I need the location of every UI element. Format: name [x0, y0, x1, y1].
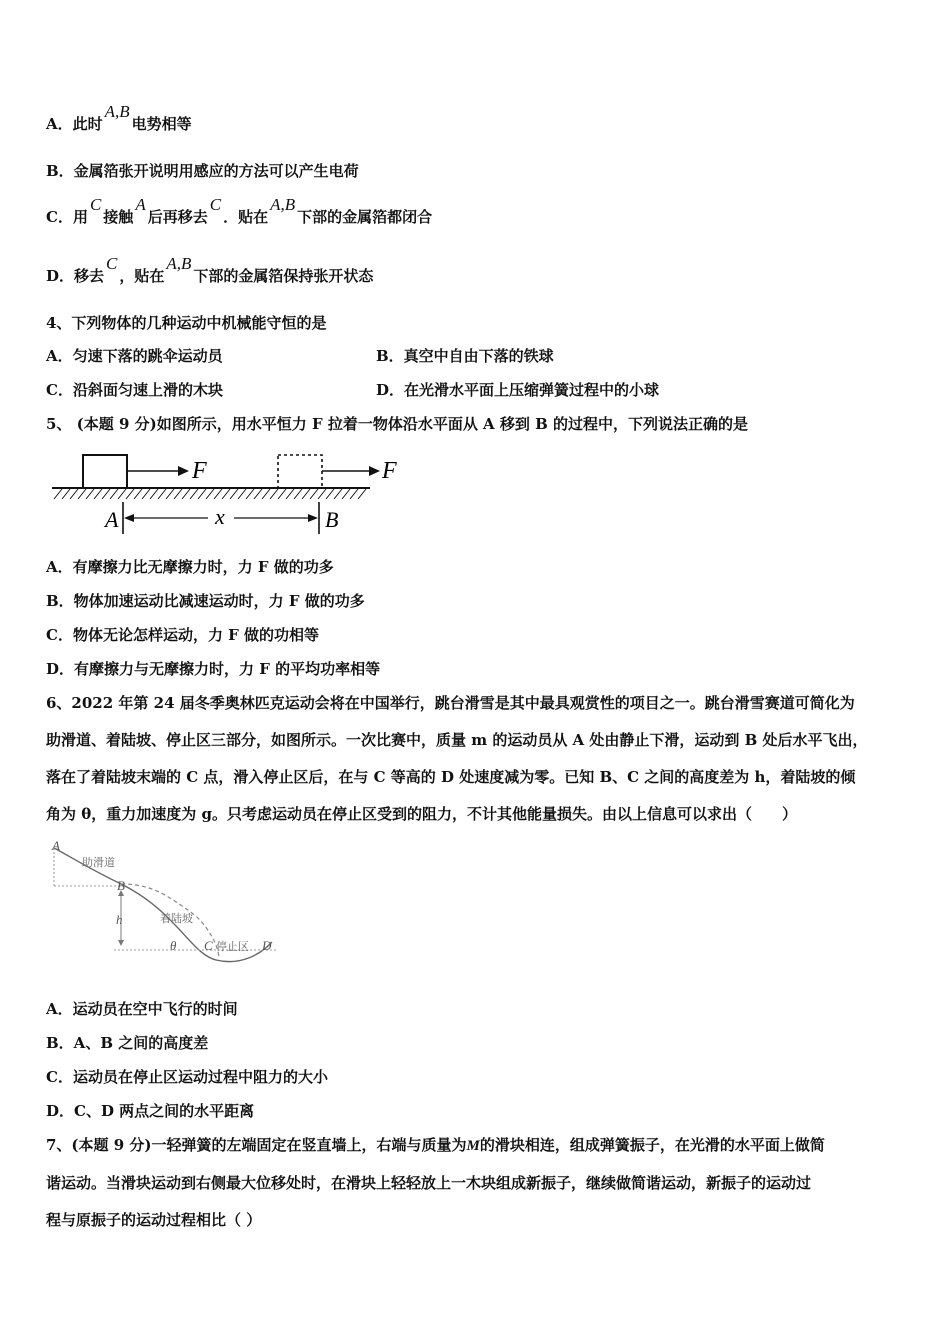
- force-label-2: F: [382, 458, 397, 484]
- force-arrowhead-2: [369, 466, 380, 476]
- height-arrowhead-down: [118, 940, 124, 946]
- q7-stem: 7、(本题 9 分)一轻弹簧的左端固定在竖直墙上，右端与质量为M的滑块相连，组成弹簧振子，在光滑的水平面上做简 谐运动。当滑块运动到右侧最大位移处时，在滑块上轻轻放上一木块组成新振子，继续做简谐运动，新振子的运动过 程与原振子的运动过程相比（ ）: [46, 1136, 825, 1229]
- block-at-a: [83, 455, 127, 488]
- q5-stem: 5、 (本题 9 分)如图所示，用水平恒力 F 拉着一物体沿水平面从 A 移到 B 的过程中，下列说法正确的是: [46, 415, 749, 433]
- q5-figure: [46, 448, 416, 542]
- q5-option-d: D．有摩擦力与无摩擦力时，力 F 的平均功率相等: [46, 660, 381, 678]
- q5-option-c: C．物体无论怎样运动，力 F 做的功相等: [46, 626, 320, 644]
- point-d-label: D: [262, 938, 272, 953]
- label-b: B: [325, 507, 339, 532]
- runway-label: 助滑道: [82, 856, 115, 869]
- distance-label: x: [215, 504, 225, 529]
- force-arrowhead-1: [178, 466, 189, 476]
- point-a-label: A: [52, 838, 60, 853]
- point-c-label: C: [204, 938, 213, 953]
- distance-arrowhead-left: [124, 514, 134, 522]
- stop-zone-label: 停止区: [216, 940, 249, 953]
- q4-option-b: B．真空中自由下落的铁球: [376, 347, 554, 365]
- label-a: A: [105, 507, 119, 532]
- ground-hatch: [54, 489, 366, 499]
- q5-option-b: B．物体加速运动比减速运动时，力 F 做的功多: [46, 592, 365, 610]
- height-label: h: [116, 912, 123, 927]
- q6-option-a: A．运动员在空中飞行的时间: [46, 1000, 238, 1018]
- block-at-b-dashed: [278, 455, 322, 488]
- angle-label: θ: [170, 938, 177, 953]
- force-label-1: F: [192, 458, 207, 484]
- q3-option-d: D．移去C，贴在A,B下部的金属箔保持张开状态: [46, 254, 374, 285]
- q4-option-c: C．沿斜面匀速上滑的木块: [46, 381, 223, 399]
- q3-option-c: C．用C接触A后再移去C．贴在A,B下部的金属箔都闭合: [46, 195, 433, 226]
- landing-slope-label: 着陆坡: [160, 912, 193, 925]
- q6-ski-jump-figure: [46, 836, 280, 970]
- q4-stem: 4、下列物体的几种运动中机械能守恒的是: [46, 314, 327, 332]
- q6-option-d: D．C、D 两点之间的水平距离: [46, 1102, 255, 1120]
- q4-option-a: A．匀速下落的跳伞运动员: [46, 347, 223, 365]
- q6-option-c: C．运动员在停止区运动过程中阻力的大小: [46, 1068, 328, 1086]
- point-b-label: B: [117, 878, 125, 893]
- q4-option-d: D．在光滑水平面上压缩弹簧过程中的小球: [376, 381, 660, 399]
- q6-option-b: B．A、B 之间的高度差: [46, 1034, 209, 1052]
- q5-option-a: A．有摩擦力比无摩擦力时，力 F 做的功多: [46, 558, 334, 576]
- distance-arrowhead-right: [308, 514, 318, 522]
- q6-stem: 6、2022 年第 24 届冬季奥林匹克运动会将在中国举行，跳台滑雪是其中最具观赏性的项目之一。跳台滑雪赛道可简化为 助滑道、着陆坡、停止区三部分，如图所示。一次比赛中，质量 m 的运动员从 A 处由静止下滑，运动到 B 处后水平飞出， 落在了着陆坡末端的 C 点，滑入停止区后，在与 C 等高的 D 处速度减为零。已知 B、C 之间的高度差为 h，着陆坡的倾 角为 θ，重力加速度为 g。只考虑运动员在停止区受到的阻力，不计其他能量损失。由以上信息可以求出（ ）: [46, 694, 868, 823]
- q3-option-b: B．金属箔张开说明用感应的方法可以产生电荷: [46, 162, 359, 180]
- q3-option-a: A．此时A,B电势相等: [46, 102, 192, 133]
